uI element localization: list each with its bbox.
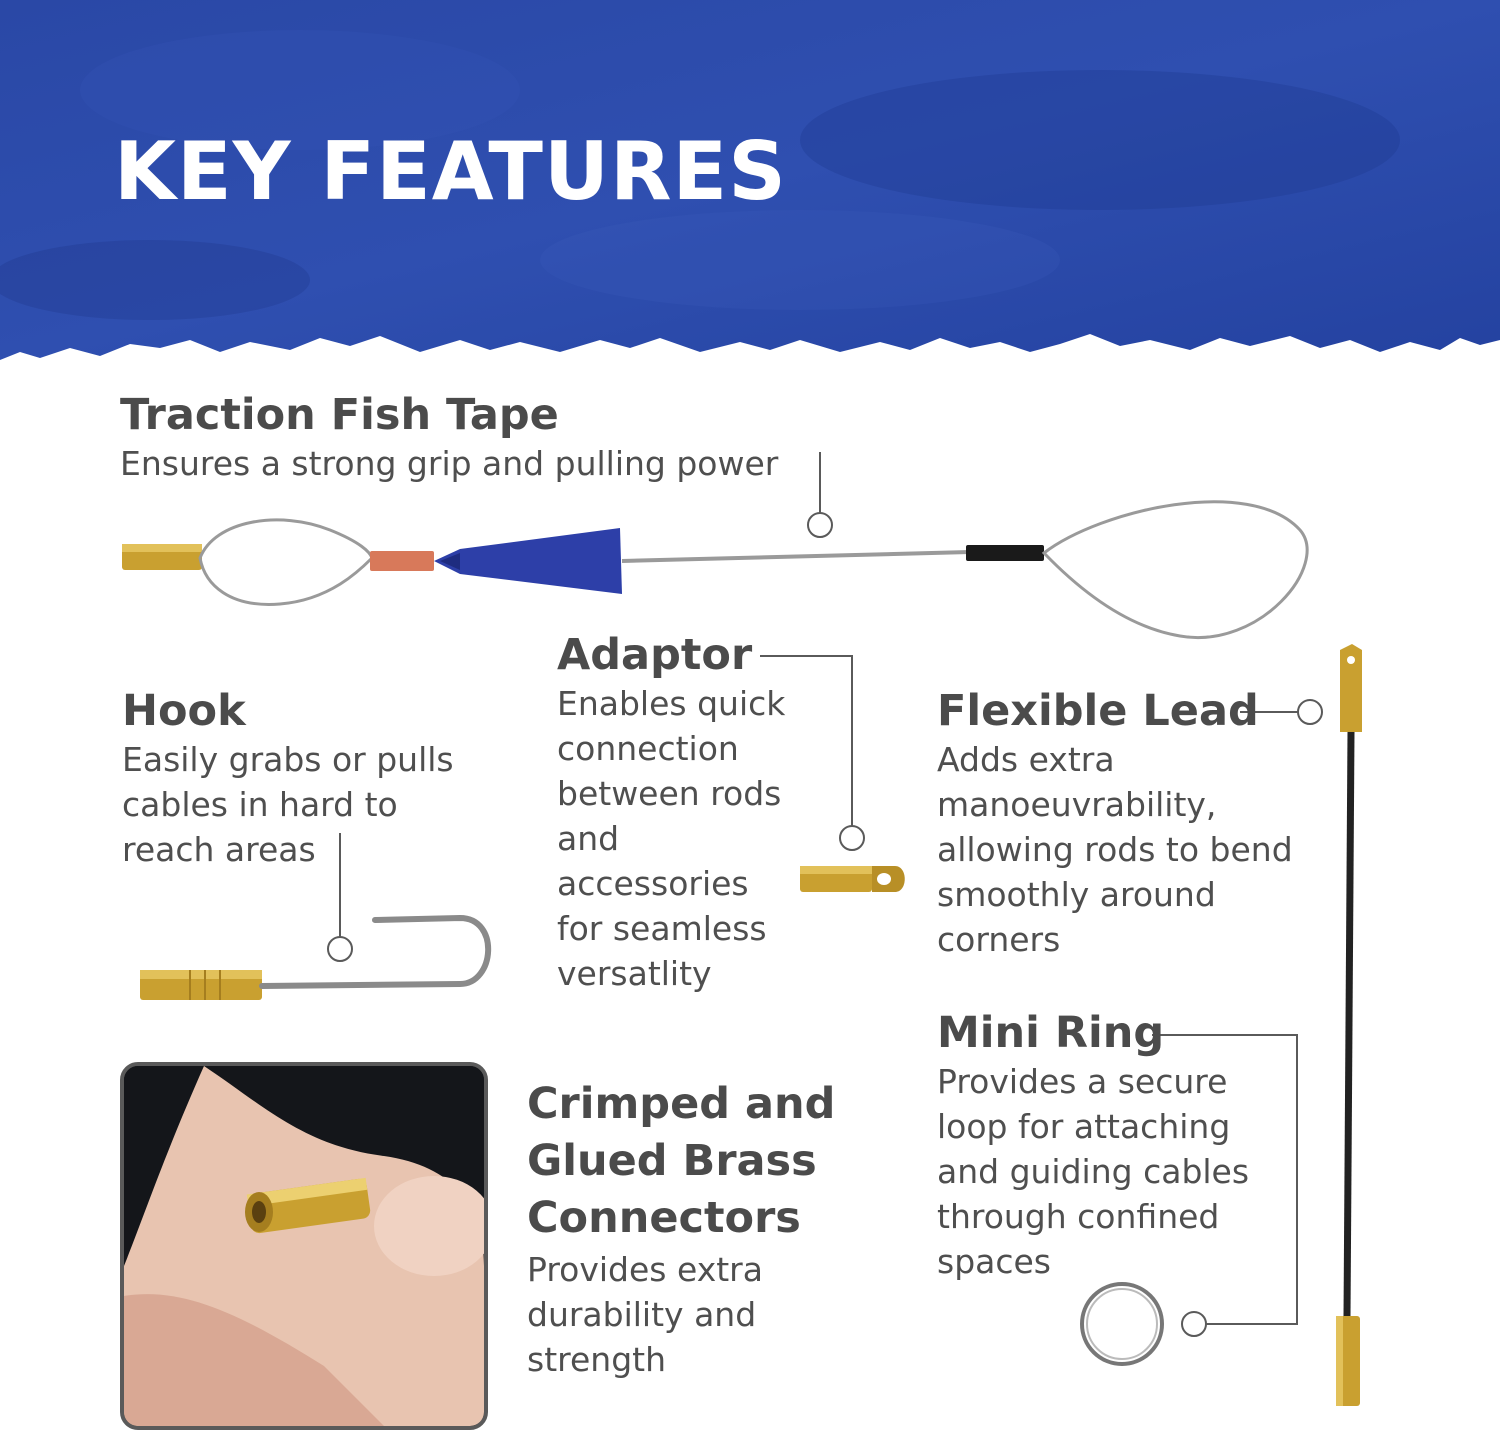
feature-description: Easily grabs or pulls cables in hard to reach areas — [122, 740, 454, 870]
feature-title: Adaptor — [557, 630, 753, 680]
feature-description: Adds extra manoeuvrability, allowing rods to bend smoothly around corners — [937, 740, 1293, 960]
feature-crimped-connectors — [527, 1076, 857, 1382]
feature-hook — [122, 688, 502, 872]
feature-title: Mini Ring — [937, 1008, 1165, 1058]
adaptor-image — [800, 866, 905, 892]
hand-holding-connector-image — [124, 1066, 484, 1426]
feature-traction-fish-tape — [120, 392, 840, 486]
hook-image — [140, 918, 488, 1000]
feature-description: Enables quick connection between rods and accessories for seamless versatlity — [557, 684, 786, 994]
traction-fish-tape-image — [122, 502, 1307, 638]
page-title: KEY FEATURES — [114, 125, 787, 218]
feature-adaptor — [557, 632, 797, 996]
feature-mini-ring — [937, 1010, 1277, 1284]
mini-ring-image — [1082, 1284, 1162, 1364]
feature-title: Flexible Lead — [937, 686, 1259, 736]
feature-description: Provides a secure loop for attaching and guiding cables through confined spaces — [937, 1062, 1250, 1282]
brass-connector-photo — [120, 1062, 488, 1430]
feature-title: Traction Fish Tape — [120, 390, 559, 440]
feature-flexible-lead — [937, 688, 1317, 962]
feature-title: Crimped and Glued Brass Connectors — [527, 1079, 836, 1243]
flexible-lead-image — [1336, 644, 1362, 1406]
feature-description: Provides extra durability and strength — [527, 1250, 763, 1379]
feature-title: Hook — [122, 686, 246, 736]
feature-description: Ensures a strong grip and pulling power — [120, 444, 779, 484]
